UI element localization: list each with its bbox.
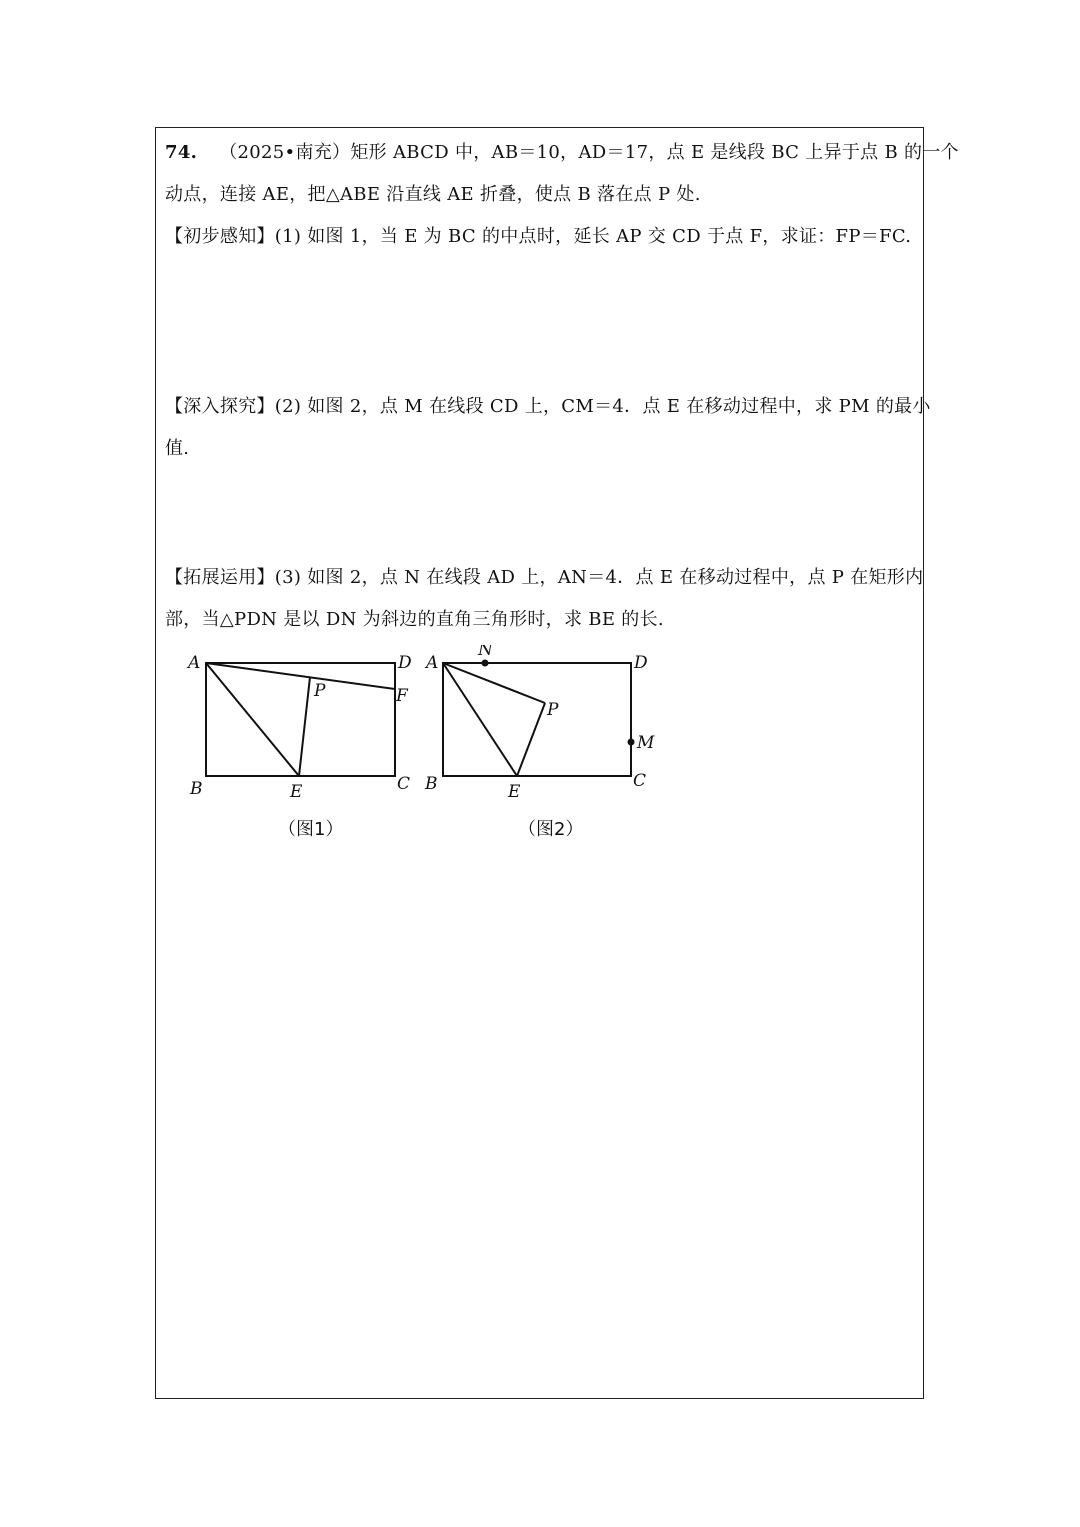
problem-line-1 xyxy=(165,141,959,165)
part-1-text: 【初步感知】(1) 如图 1，当 E 为 BC 的中点时，延长 AP 交 CD 于点 F，求证：FP＝FC. xyxy=(165,226,912,247)
fig2-segment-ap xyxy=(443,663,545,703)
fig2-label-n: N xyxy=(478,645,493,660)
fig1-label-a: A xyxy=(188,653,201,673)
part-2-text-line-2: 值. xyxy=(165,438,190,459)
fig1-label-c: C xyxy=(397,774,411,794)
fig2-segment-ae xyxy=(443,663,517,776)
fig2-label-a: A xyxy=(426,653,439,673)
fig2-point-m xyxy=(628,739,635,746)
fig1-label-f: F xyxy=(396,686,408,706)
figure-1-caption: （图1） xyxy=(278,819,344,840)
figure-2-caption: （图2） xyxy=(518,819,584,840)
fig1-segment-ae xyxy=(206,663,299,776)
problem-number: 74. xyxy=(165,142,198,163)
fig2-label-b: B xyxy=(425,774,438,794)
fig2-label-d: D xyxy=(634,653,648,673)
fig1-label-p: P xyxy=(314,681,326,701)
fig2-rectangle xyxy=(443,663,631,776)
problem-statement-1: （2025•南充）矩形 ABCD 中，AB＝10，AD＝17，点 E 是线段 BC 上异于点 B 的一个 xyxy=(219,142,959,163)
fig2-label-p: P xyxy=(547,700,559,720)
fig1-label-e: E xyxy=(290,782,303,802)
figure-2 xyxy=(420,645,660,809)
fig1-segment-ep xyxy=(299,677,310,776)
fig2-label-m: M xyxy=(637,733,655,753)
fig2-point-n xyxy=(482,660,489,667)
fig2-label-c: C xyxy=(633,771,647,791)
fig2-segment-ep xyxy=(517,703,545,776)
figure-1 xyxy=(180,645,420,809)
fig2-label-e: E xyxy=(508,782,521,802)
fig1-segment-af xyxy=(206,663,395,689)
fig1-label-b: B xyxy=(190,779,203,799)
fig1-label-d: D xyxy=(398,653,412,673)
part-3-text-line-2: 部，当△PDN 是以 DN 为斜边的直角三角形时，求 BE 的长. xyxy=(165,609,664,630)
part-2-text-line-1: 【深入探究】(2) 如图 2，点 M 在线段 CD 上，CM＝4．点 E 在移动过程中，求 PM 的最小 xyxy=(165,396,931,417)
problem-line-2: 动点，连接 AE，把△ABE 沿直线 AE 折叠，使点 B 落在点 P 处. xyxy=(165,184,701,205)
part-3-text-line-1: 【拓展运用】(3) 如图 2，点 N 在线段 AD 上，AN＝4．点 E 在移动过程中，点 P 在矩形内 xyxy=(165,567,924,588)
